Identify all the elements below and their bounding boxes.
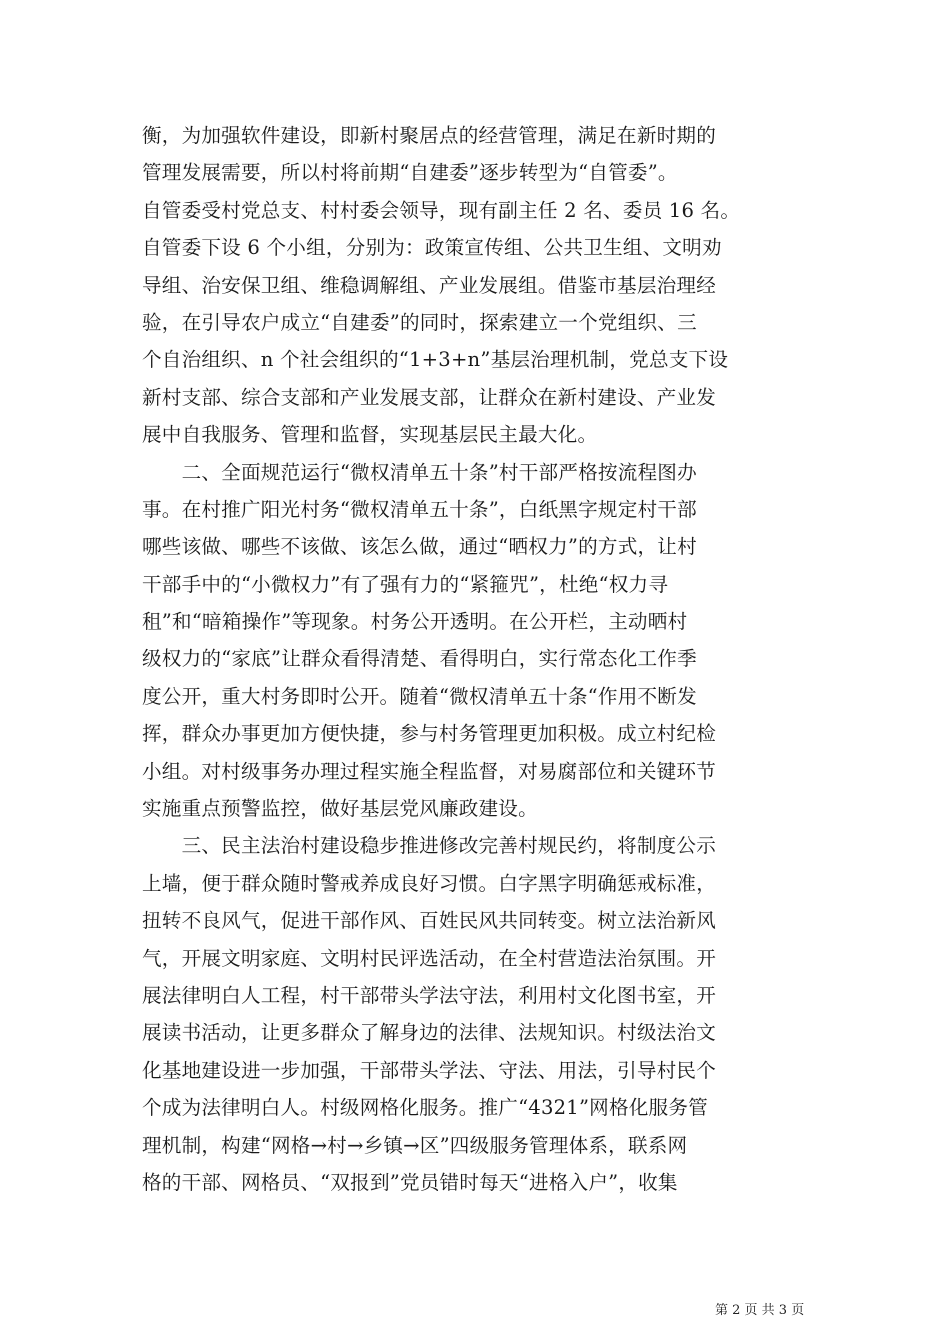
text-line: 实施重点预警监控，做好基层党风廉政建设。 bbox=[142, 797, 538, 821]
text-line: 个自治组织、n 个社会组织的“1+3+n”基层治理机制，党总支下设 bbox=[142, 348, 729, 372]
text-line: 扭转不良风气，促进干部作风、百姓民风共同转变。树立法治新风 bbox=[142, 909, 717, 933]
text-line: 理机制，构建“网格→村→乡镇→区”四级服务管理体系，联系网 bbox=[142, 1133, 688, 1157]
text-line: 新村支部、综合支部和产业发展支部，让群众在新村建设、产业发 bbox=[142, 385, 717, 409]
text-line: 干部手中的“小微权力”有了强有力的“紧箍咒”，杜绝“权力寻 bbox=[142, 572, 669, 596]
text-line: 自管委下设 6 个小组，分别为：政策宣传组、公共卫生组、文明劝 bbox=[142, 236, 722, 260]
text-line: 验，在引导农户成立“自建委”的同时，探索建立一个党组织、三 bbox=[142, 310, 697, 334]
text-line: 挥，群众办事更加方便快捷，参与村务管理更加积极。成立村纪检 bbox=[142, 722, 717, 746]
text-line: 格的干部、网格员、“双报到”党员错时每天“进格入户”，收集 bbox=[142, 1170, 678, 1194]
text-line: 展读书活动，让更多群众了解身边的法律、法规知识。村级法治文 bbox=[142, 1021, 717, 1045]
text-line: 展中自我服务、管理和监督，实现基层民主最大化。 bbox=[142, 423, 598, 447]
text-line: 管理发展需要，所以村将前期“自建委”逐步转型为“自管委”。 bbox=[142, 161, 678, 185]
text-line: 上墙，便于群众随时警戒养成良好习惯。白字黑字明确惩戒标准， bbox=[142, 871, 717, 895]
text-line: 事。在村推广阳光村务“微权清单五十条”，白纸黑字规定村干部 bbox=[142, 497, 697, 521]
text-line: 租”和“暗箱操作”等现象。村务公开透明。在公开栏，主动晒村 bbox=[142, 610, 688, 634]
text-line: 哪些该做、哪些不该做、该怎么做，通过“晒权力”的方式，让村 bbox=[142, 535, 697, 559]
body-text bbox=[142, 117, 810, 1201]
text-line: 级权力的“家底”让群众看得清楚、看得明白，实行常态化工作季 bbox=[142, 647, 697, 671]
text-line: 导组、治安保卫组、维稳调解组、产业发展组。借鉴市基层治理经 bbox=[142, 273, 717, 297]
text-line: 三、民主法治村建设稳步推进修改完善村规民约，将制度公示 bbox=[142, 834, 717, 858]
text-line: 展法律明白人工程，村干部带头学法守法，利用村文化图书室，开 bbox=[142, 983, 717, 1007]
text-line: 气，开展文明家庭、文明村民评选活动，在全村营造法治氛围。开 bbox=[142, 946, 717, 970]
text-line: 自管委受村党总支、村村委会领导，现有副主任 2 名、委员 16 名。 bbox=[142, 198, 741, 222]
text-line: 个成为法律明白人。村级网格化服务。推广“4321”网格化服务管 bbox=[142, 1096, 708, 1120]
text-line: 二、全面规范运行“微权清单五十条”村干部严格按流程图办 bbox=[142, 460, 697, 484]
text-line: 小组。对村级事务办理过程实施全程监督，对易腐部位和关键环节 bbox=[142, 759, 717, 783]
page-number: 第 2 页 共 3 页 bbox=[715, 1303, 805, 1318]
text-line: 化基地建设进一步加强，干部带头学法、守法、用法，引导村民个 bbox=[142, 1058, 717, 1082]
text-line: 度公开，重大村务即时公开。随着“微权清单五十条“作用不断发 bbox=[142, 684, 697, 708]
text-line: 衡，为加强软件建设，即新村聚居点的经营管理，满足在新时期的 bbox=[142, 124, 717, 147]
